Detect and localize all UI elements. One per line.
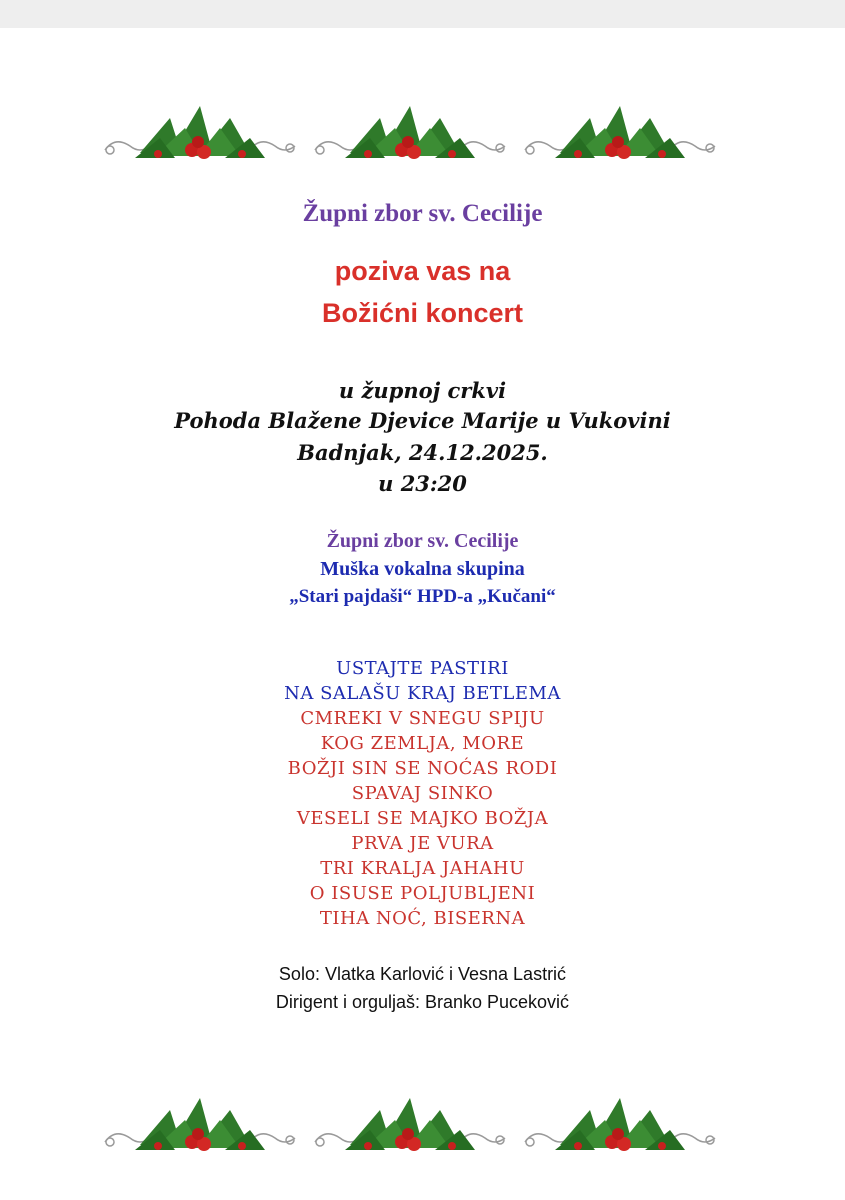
choir-title: Župni zbor sv. Cecilije [302, 200, 543, 227]
song-item: VESELI SE MAJKO BOŽJA [296, 808, 549, 829]
song-item: BOŽJI SIN SE NOĆAS RODI [287, 758, 558, 779]
performer-hpd: „Stari pajdaši“ HPD-a „Kučani“ [289, 586, 556, 607]
song-item: KOG ZEMLJA, MORE [320, 733, 525, 754]
song-item: TIHA NOĆ, BISERNA [319, 908, 526, 929]
holly-garland-top [100, 98, 730, 178]
solo-credit: Solo: Vlatka Karlović i Vesna Lastrić [278, 964, 567, 984]
conductor-credit: Dirigent i orguljaš: Branko Puceković [275, 992, 570, 1012]
location-line-1: u župnoj crkvi [338, 378, 507, 403]
performer-vocal-group: Muška vokalna skupina [320, 558, 525, 580]
song-item: PRVA JE VURA [351, 833, 494, 854]
holly-garland-bottom [100, 1090, 730, 1170]
location-line-2: Pohoda Blažene Djevice Marije u Vukovini [174, 408, 671, 433]
performer-choir: Župni zbor sv. Cecilije [326, 530, 519, 552]
time-line: u 23:20 [378, 471, 467, 496]
song-item: O ISUSE POLJUBLJENI [309, 883, 536, 904]
song-item: NA SALAŠU KRAJ BETLEMA [284, 683, 561, 704]
song-item: SPAVAJ SINKO [351, 783, 494, 804]
song-item: USTAJTE PASTIRI [336, 658, 509, 679]
date-line: Badnjak, 24.12.2025. [297, 440, 548, 465]
holly-garland-icon [100, 1090, 730, 1170]
holly-garland-icon [100, 98, 730, 178]
song-item: TRI KRALJA JAHAHU [320, 858, 525, 879]
poster-page [0, 28, 845, 1200]
song-item: CMREKI V SNEGU SPIJU [300, 708, 545, 729]
invite-line-1: poziva vas na [334, 256, 511, 286]
concert-title: Božićni koncert [321, 298, 524, 328]
